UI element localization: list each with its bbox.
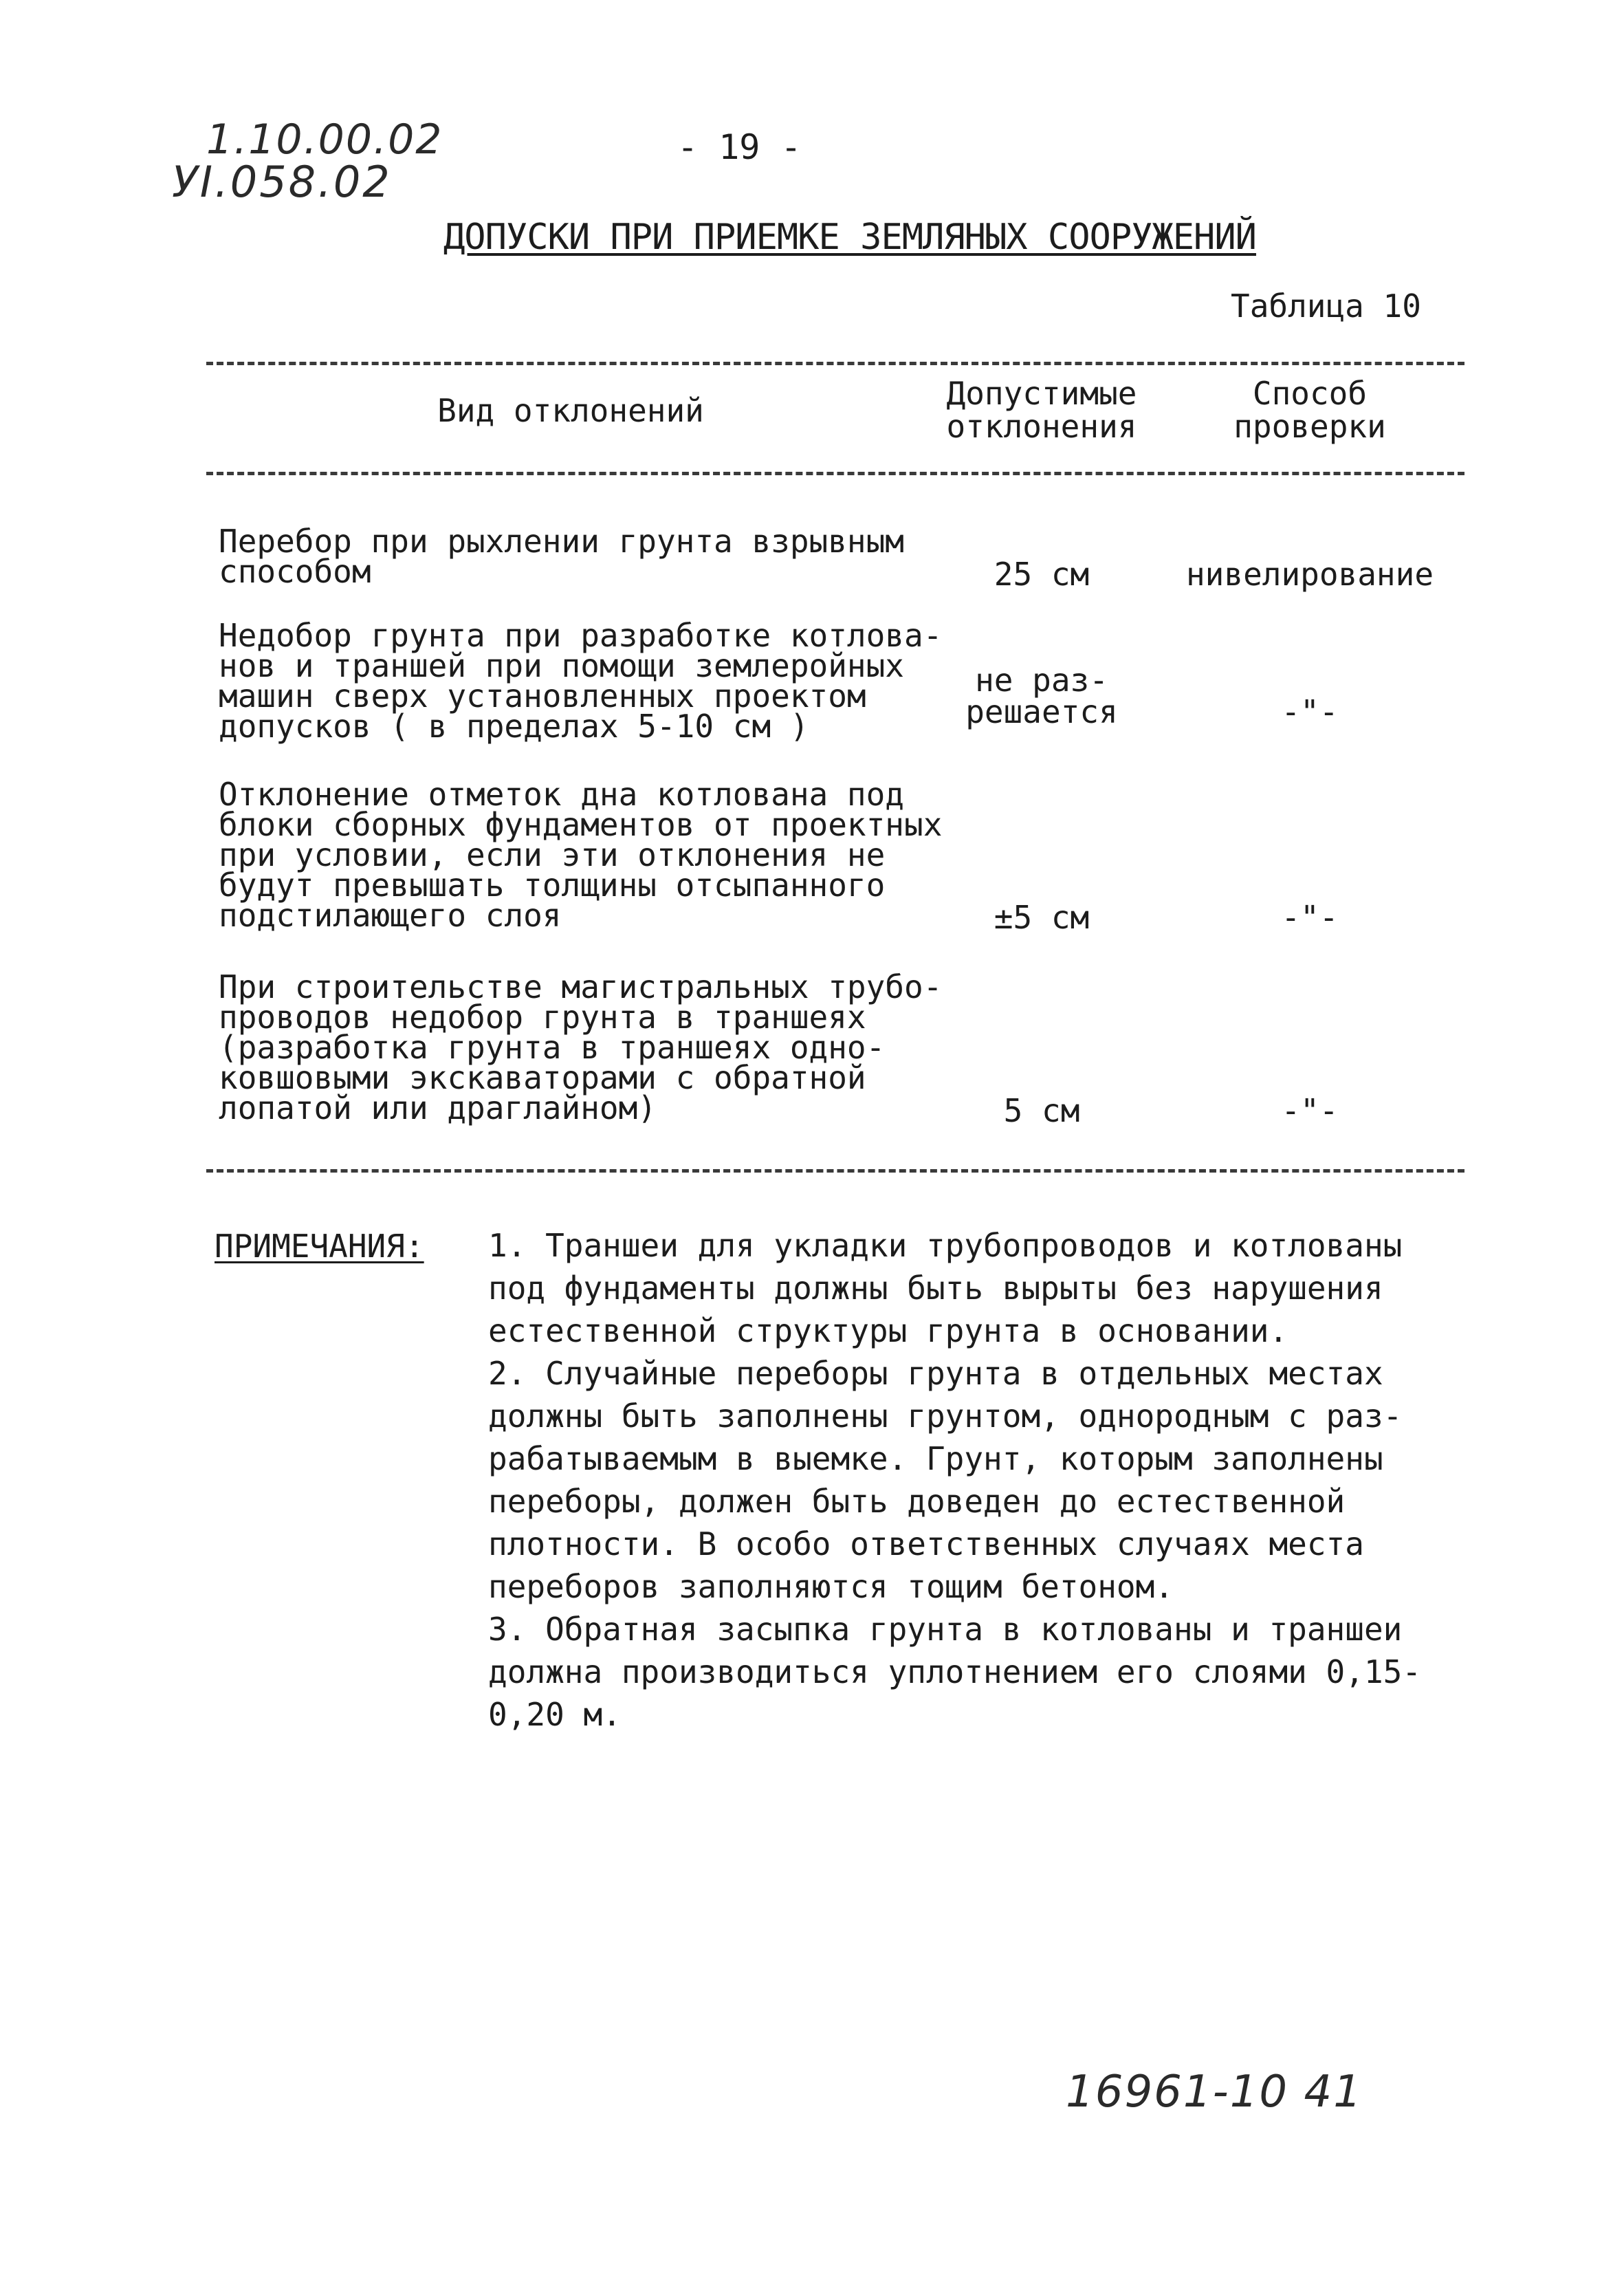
header-check-method: Способ проверки [1233,375,1386,445]
table-row-1-method: нивелирование [1185,556,1434,593]
document-code-line1: 1.10.00.02 [206,116,443,164]
table-row-3-description: Отклонение отметок дна котлована под блоки сборных фундаментов от проектных при условии, если эти отклонения не будут превышать толщины отсыпанного подстилающего слоя [219,776,943,934]
table-row-2-method: -"- [1281,693,1339,730]
table-row-4-description: При строительстве магистральных трубо- проводов недобор грунта в траншеях (разработка грунта в траншеях одно- ковшовыми экскаваторами с обратной лопатой или драглайном) [219,968,943,1126]
table-row-1-tolerance: 25 см [994,556,1090,593]
page-title: ДОПУСКИ ПРИ ПРИЕМКЕ ЗЕМЛЯНЫХ СООРУЖЕНИЙ [443,217,1256,258]
table-row-3-tolerance: ±5 см [994,899,1090,936]
archive-number-stamp: 16961-10 41 [1066,2067,1363,2118]
table-row-2-tolerance: не раз- решается [965,662,1118,730]
table-row-3-method: -"- [1281,899,1339,936]
document-code-line2: УI.058.02 [172,157,392,207]
table-row-2-description: Недобор грунта при разработке котлова- нов и траншей при помощи землеройных машин сверх установленных проектом допусков ( в пределах 5-10 см ) [219,617,943,745]
table-row-4-tolerance: 5 см [1003,1092,1080,1129]
table-bottom-rule [206,1169,1464,1173]
page-number: - 19 - [677,127,802,167]
table-header-rule [206,472,1464,475]
header-allowed-deviation: Допустимые отклонения [946,375,1137,445]
table-row-4-method: -"- [1281,1092,1339,1129]
header-deviation-type: Вид отклонений [437,392,704,429]
notes-label: ПРИМЕЧАНИЯ: [215,1228,424,1265]
notes-body: 1. Траншеи для укладки трубопроводов и котлованы под фундаменты должны быть вырыты без нарушения естественной структуры грунта в основании. 2. Случайные переборы грунта в отдельных местах должны быть заполнены грунтом, однородным с раз- рабатываемым в выемке. Грунт, которым заполнены переборы, должен быть доведен до естественной плотности. В особо ответственных случаях места переборов заполняются тощим бетоном. 3. Обратная засыпка грунта в котлованы и траншеи должна производиться уплотнением его слоями 0,15- 0,20 м. [488,1227,1422,1733]
table-top-rule [206,362,1464,365]
table-label: Таблица 10 [1231,287,1421,325]
table-row-1-description: Перебор при рыхлении грунта взрывным способом [219,523,904,590]
